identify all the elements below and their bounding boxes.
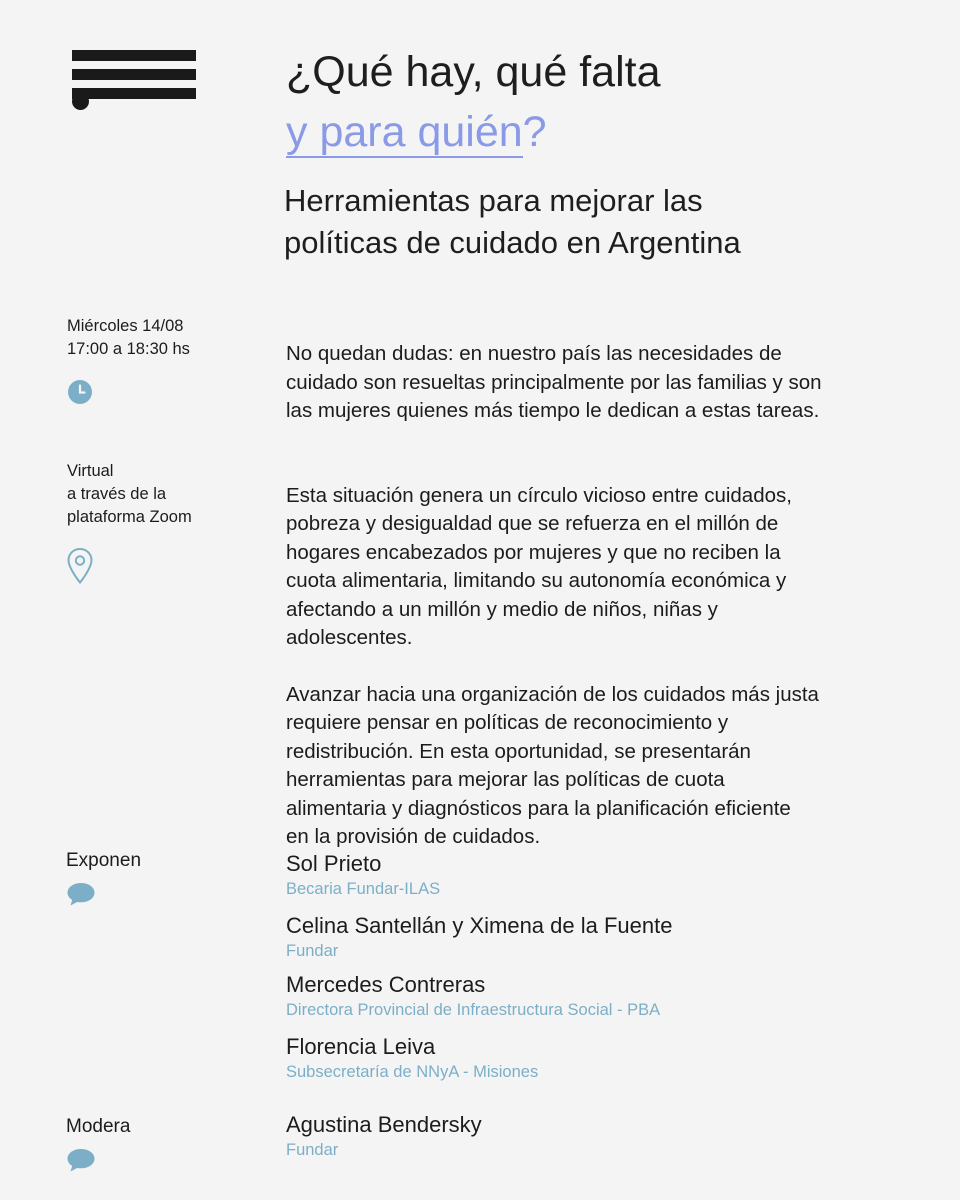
location-line: a través de la [67,485,167,503]
paragraph [286,681,926,852]
fundar-logo [72,50,196,110]
speakers-label: Exponen [66,850,142,871]
speaker-name: Celina Santellán y Ximena de la Fuente [286,913,673,938]
paragraph-line: Esta situación genera un círculo vicioso entre cuidados, [286,483,792,507]
paragraph-line: redistribución. En esta oportunidad, se presentarán [286,739,751,763]
event-location [67,460,192,529]
moderator-role: Fundar [286,1141,339,1159]
title-highlight: y para quién [286,108,523,156]
speaker-role: Subsecretaría de NNyA - Misiones [286,1063,539,1081]
page-title-line2 [286,105,547,159]
speaker-role: Fundar [286,942,339,960]
chat-bubble-icon [66,881,96,907]
speaker-name: Florencia Leiva [286,1034,436,1059]
logo-dot [72,93,89,110]
chat-bubble-icon [66,1147,96,1173]
page-title-line1: ¿Qué hay, qué falta [286,48,661,96]
title-question-mark: ? [522,108,547,156]
moderator-name: Agustina Bendersky [286,1112,482,1137]
speaker-list [286,850,926,1095]
speaker-item [286,912,926,971]
clock-icon [67,379,93,405]
moderator [286,1111,482,1161]
paragraph-line: Avanzar hacia una organización de los cuidados más justa [286,682,819,706]
page-subtitle [284,180,924,264]
paragraph-line: en la provisión de cuidados. [286,825,541,848]
speaker-role: Becaria Fundar-ILAS [286,880,441,898]
paragraph-line: las mujeres quienes más tiempo le dedican a estas tareas. [286,399,820,422]
paragraph-line: herramientas para mejorar las políticas de cuota [286,768,725,791]
speaker-item [286,971,926,1033]
moderator-label: Modera [66,1116,131,1137]
speaker-item [286,850,926,912]
location-line: plataforma Zoom [67,508,192,526]
location-line: Virtual [67,462,114,480]
description [286,312,926,852]
paragraph-line: afectando a un millón y medio de niños, niñas y [286,597,718,621]
paragraph-line: requiere pensar en políticas de reconocimiento y [286,711,729,734]
subtitle-line: políticas de cuidado en Argentina [284,225,741,260]
paragraph-line: cuidado son resueltas principalmente por las familias y son [286,370,822,394]
event-time: 17:00 a 18:30 hs [67,340,190,358]
logo-bar [72,50,196,61]
subtitle-line: Herramientas para mejorar las [284,183,703,218]
event-datetime [67,315,190,361]
paragraph-line: cuota alimentaria, limitando su autonomía económica y [286,569,787,592]
logo-bar [72,69,196,80]
paragraph-line: adolescentes. [286,626,413,649]
paragraph-line: hogares encabezados por mujeres y que no reciben la [286,540,781,564]
speaker-item [286,1033,926,1095]
logo-bar [72,88,196,99]
paragraph [286,482,926,653]
paragraph-line: No quedan dudas: en nuestro país las necesidades de [286,342,782,365]
speaker-name: Mercedes Contreras [286,972,486,997]
speaker-name: Sol Prieto [286,851,382,876]
paragraph-line: alimentaria y diagnósticos para la planificación eficiente [286,796,791,820]
speaker-role: Directora Provincial de Infraestructura Social - PBA [286,1001,661,1019]
location-pin-icon [66,547,94,585]
paragraph-line: pobreza y desigualdad que se refuerza en el millón de [286,512,779,535]
event-date: Miércoles 14/08 [67,317,184,335]
